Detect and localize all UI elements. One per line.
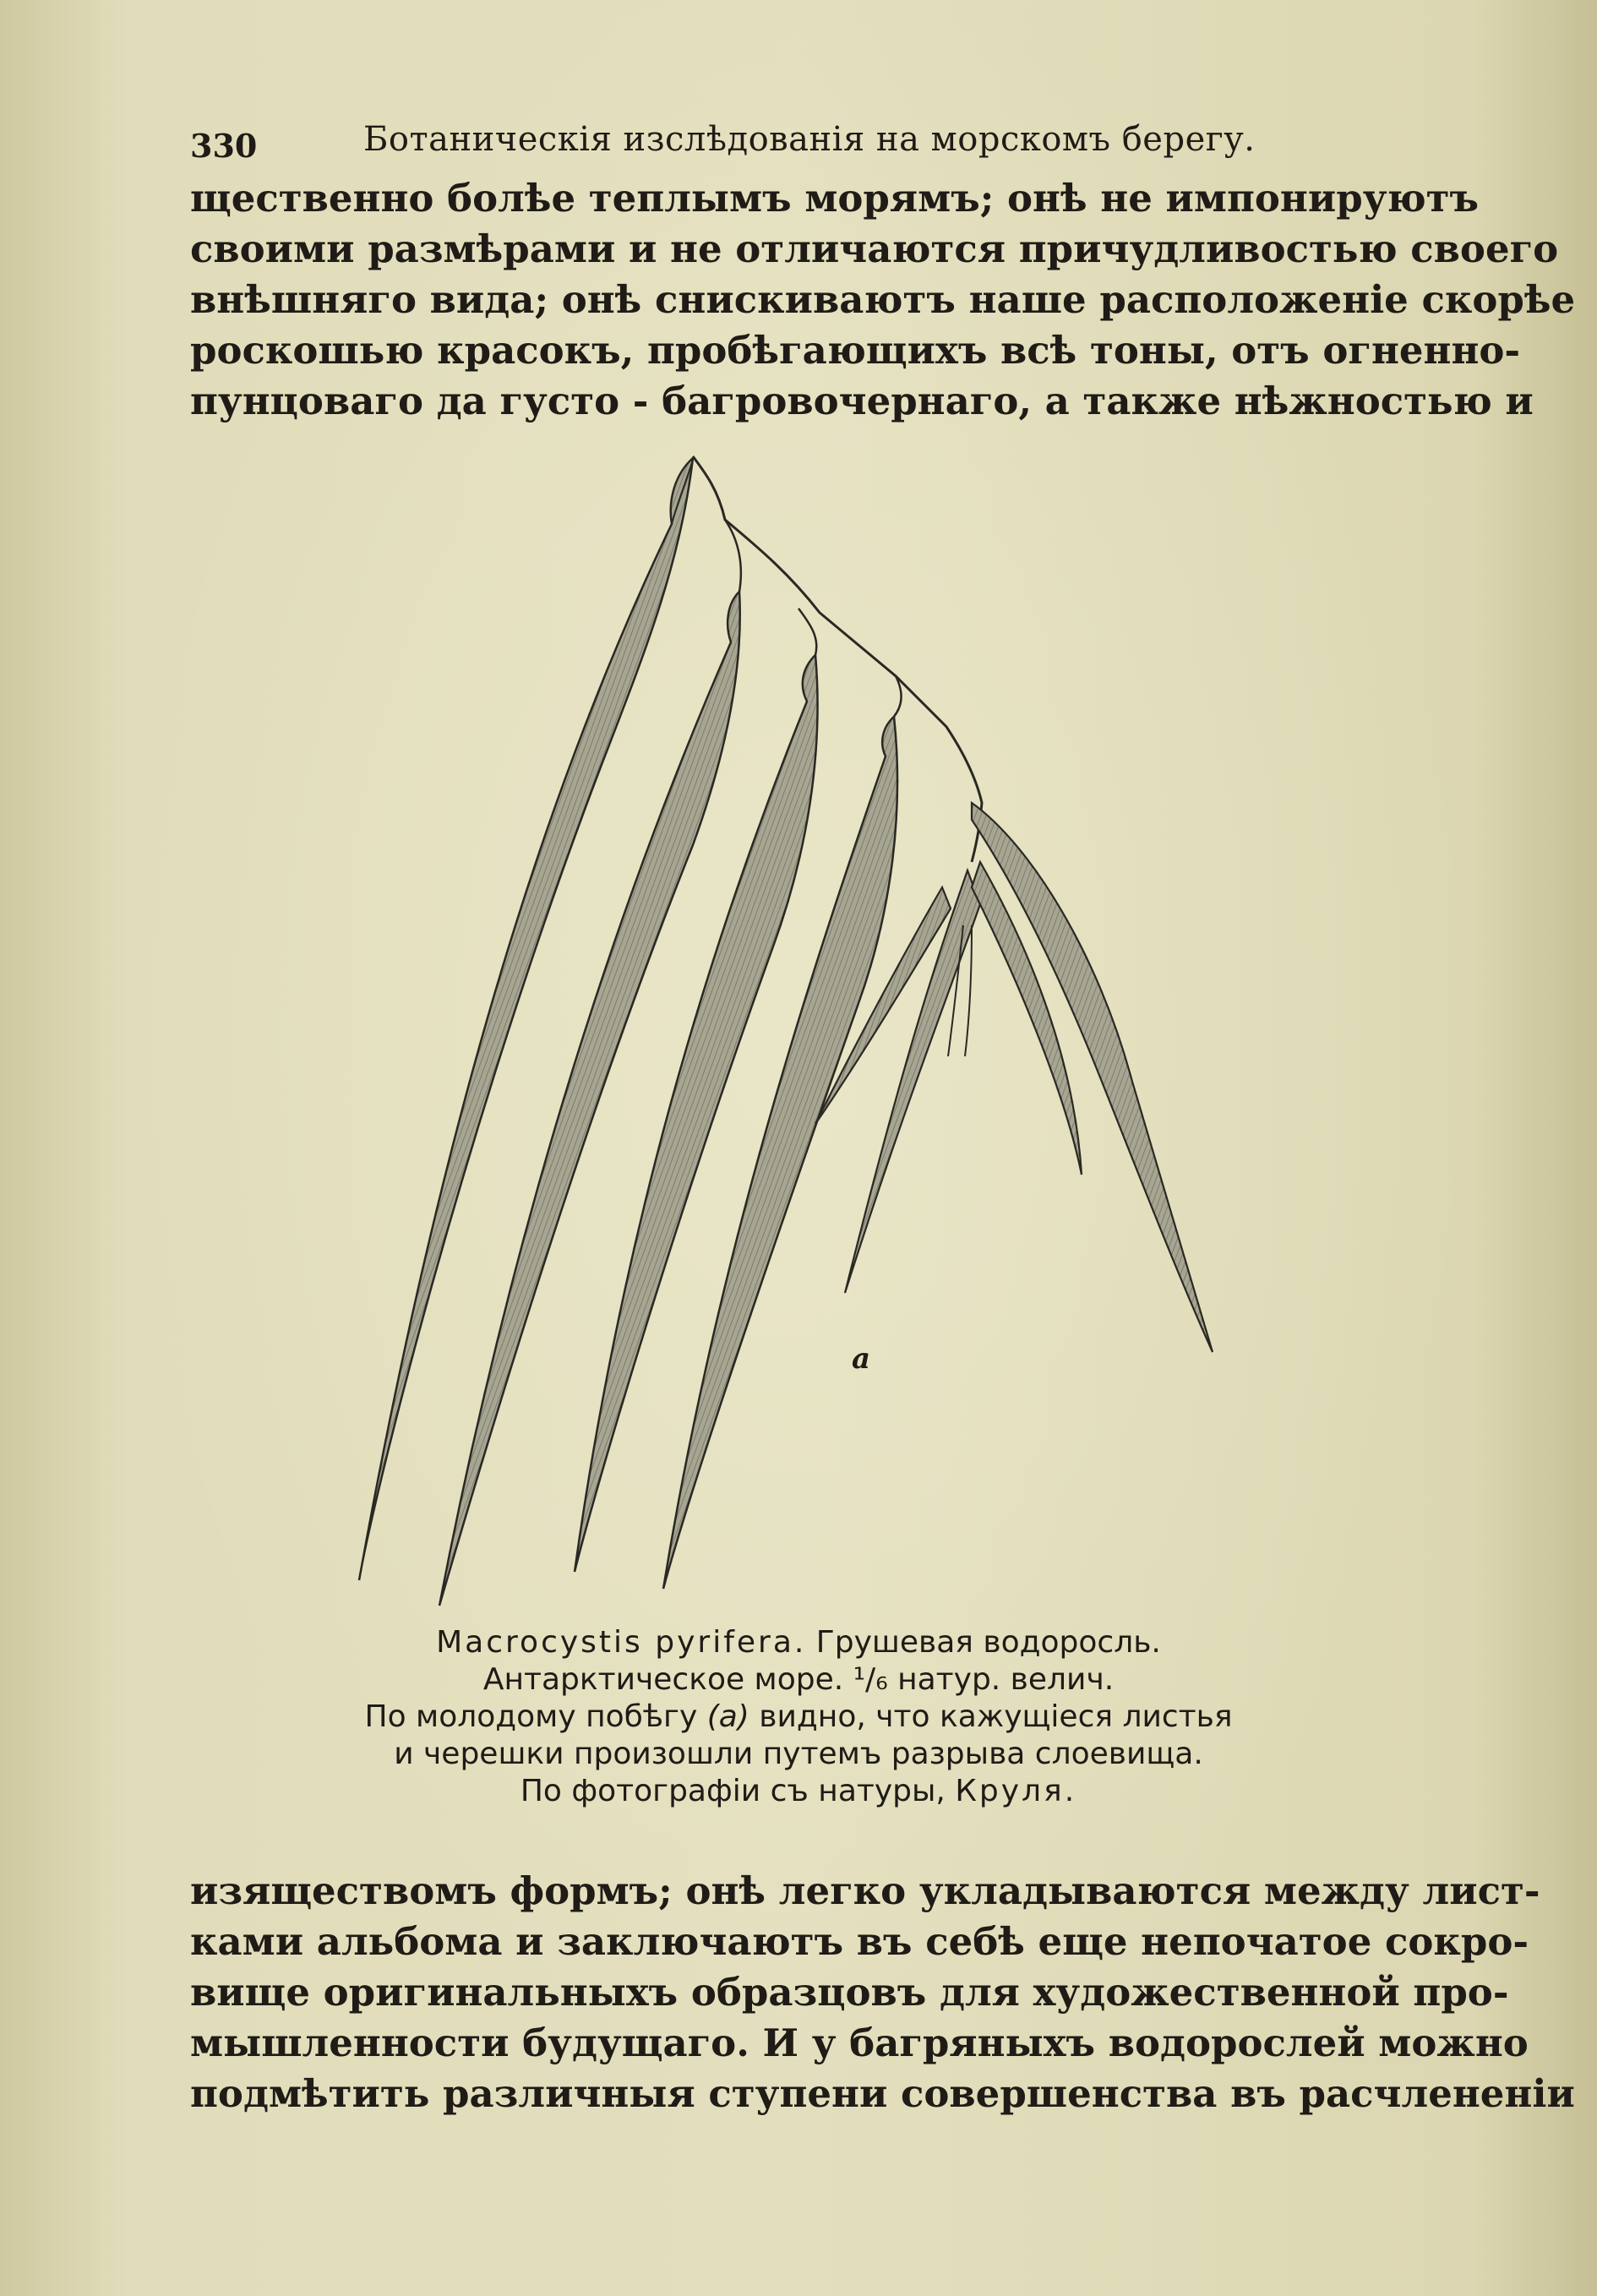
- figure-caption: [253, 1624, 1344, 1810]
- caption-author: Круля.: [955, 1774, 1077, 1808]
- text-line: изяществомъ формъ; онѣ легко укладываются между лист-: [190, 1868, 1540, 1913]
- page-header: [190, 118, 1256, 165]
- text-line: вище оригинальныхъ образцовъ для художественной про-: [190, 1970, 1509, 2015]
- figure-label: a: [852, 1342, 871, 1376]
- text-line: мышленности будущаго. И у багряныхъ водорослей можно: [190, 2021, 1529, 2065]
- caption-line: [253, 1699, 1344, 1736]
- caption-line: [253, 1773, 1344, 1810]
- kelp-blade: [359, 458, 693, 1580]
- kelp-illustration: [321, 448, 1276, 1614]
- text-line: подмѣтить различныя ступени совершенства въ расчлененіи: [190, 2071, 1575, 2116]
- caption-text: По молодому побѣгу: [364, 1699, 707, 1734]
- caption-common-name: Грушевая водоросль.: [806, 1625, 1161, 1660]
- caption-text: видно, что кажущіеся листья: [749, 1699, 1233, 1734]
- body-text-top: [190, 173, 1576, 427]
- caption-text: По фотографіи съ натуры,: [520, 1774, 956, 1808]
- text-line: щественно болѣе теплымъ морямъ; онѣ не импонируютъ: [190, 176, 1480, 221]
- caption-line: и черешки произошли путемъ разрыва слоевища.: [394, 1737, 1203, 1771]
- text-line: внѣшняго вида; онѣ снискиваютъ наше расположеніе скорѣе: [190, 277, 1576, 322]
- caption-line: Антарктическое море. ¹/₆ натур. велич.: [482, 1662, 1115, 1697]
- caption-reference: (a): [706, 1699, 749, 1734]
- kelp-blade: [972, 803, 1213, 1352]
- running-title: Ботаническія изслѣдованія на морскомъ берегу.: [363, 120, 1256, 159]
- caption-species: Macrocystis pyrifera.: [436, 1625, 807, 1660]
- text-line: своими размѣрами и не отличаются причудливостью своего: [190, 226, 1559, 271]
- text-line: ками альбома и заключаютъ въ себѣ еще непочатое сокро-: [190, 1919, 1529, 1964]
- caption-line: [253, 1624, 1344, 1661]
- body-text-bottom: [190, 1866, 1575, 2119]
- page-number: 330: [190, 127, 258, 165]
- text-line: роскошью красокъ, пробѣгающихъ всѣ тоны, отъ огненно-: [190, 328, 1521, 373]
- text-line: пунцоваго да густо - багровочернаго, а также нѣжностью и: [190, 379, 1534, 423]
